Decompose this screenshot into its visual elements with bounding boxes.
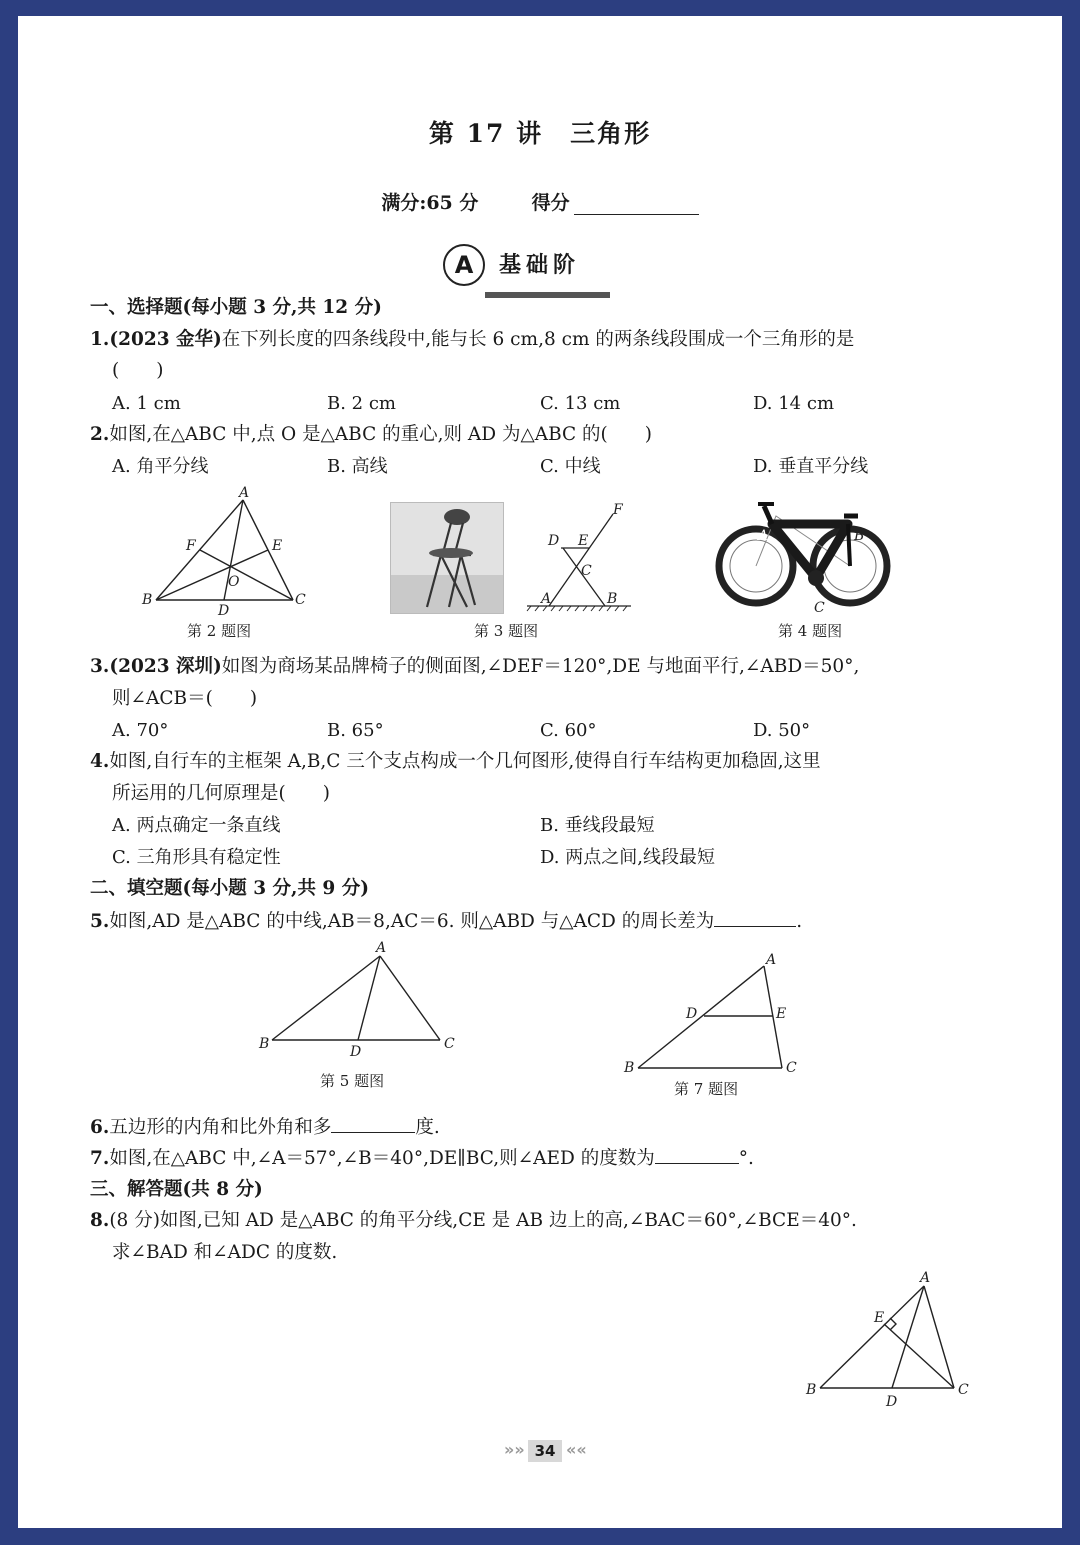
section-a-banner <box>443 244 653 292</box>
score-blank <box>574 196 699 215</box>
q2-option-c[interactable]: C. 中线 <box>540 456 601 477</box>
figure-4-bicycle <box>718 496 888 616</box>
fig4-caption: 第 4 题图 <box>778 622 843 640</box>
q1-number: 1. <box>90 329 110 350</box>
q2-option-a[interactable]: A. 角平分线 <box>112 456 209 477</box>
fig7-caption: 第 7 题图 <box>674 1080 739 1098</box>
q3-option-a[interactable]: A. 70° <box>112 720 169 741</box>
fig2-label-o: O <box>228 574 240 590</box>
chair-illustration <box>391 503 503 613</box>
q6-number: 6. <box>90 1117 110 1138</box>
q4-number: 4. <box>90 751 110 772</box>
q3-text-1: 如图为商场某品牌椅子的侧面图,∠DEF＝120°,DE 与地面平行,∠ABD＝50°, <box>221 656 860 677</box>
fig4-label-c: C <box>814 600 825 616</box>
page <box>18 16 1062 1528</box>
q5-end: . <box>796 911 803 932</box>
fig2-label-a: A <box>239 485 250 501</box>
q2-stem <box>90 422 652 448</box>
q8-text-2: 求∠BAD 和∠ADC 的度数. <box>112 1242 338 1263</box>
fig3-label-a: A <box>541 591 552 607</box>
fig2-label-c: C <box>295 592 306 608</box>
figure-2 <box>138 485 338 619</box>
fig7-label-c: C <box>786 1060 797 1076</box>
q7-number: 7. <box>90 1148 110 1169</box>
q1-paren: ( ) <box>112 360 164 381</box>
q1-option-c[interactable]: C. 13 cm <box>540 393 621 414</box>
q1-option-a[interactable]: A. 1 cm <box>112 393 181 414</box>
q8-number: 8. <box>90 1210 110 1231</box>
q3-stem <box>90 654 859 680</box>
fig5-caption: 第 5 题图 <box>320 1072 385 1090</box>
score-line <box>18 188 1062 215</box>
part2-heading: 二、填空题(每小题 3 分,共 9 分) <box>90 878 369 899</box>
q5-text: 如图,AD 是△ABC 的中线,AB＝8,AC＝6. 则△ABD 与△ACD 的周长差为 <box>109 911 715 932</box>
q3-source: (2023 深圳) <box>109 656 222 677</box>
page-title: 第 17 讲 三角形 <box>428 119 652 148</box>
q5-number: 5. <box>90 911 110 932</box>
q1-source: (2023 金华) <box>109 329 222 350</box>
fig8-label-e: E <box>874 1310 885 1326</box>
q4-stem <box>90 749 821 775</box>
fig8-right-angle-mark <box>890 1318 896 1330</box>
q7-answer-blank[interactable] <box>655 1145 739 1164</box>
q8-text-1: (8 分)如图,已知 AD 是△ABC 的角平分线,CE 是 AB 边上的高,∠BAC＝60°,∠BCE＝40°. <box>109 1210 857 1231</box>
fig4-label-a: A <box>758 528 769 544</box>
fig2-median-be <box>156 550 268 600</box>
fig3-label-f: F <box>613 502 623 518</box>
q7-stem <box>90 1145 754 1172</box>
q6-answer-blank[interactable] <box>331 1114 415 1133</box>
fig3-label-e: E <box>578 533 589 549</box>
q1-stem <box>90 327 854 353</box>
fig5-median-ad <box>358 956 380 1040</box>
fig5-label-c: C <box>444 1036 455 1052</box>
q3-option-c[interactable]: C. 60° <box>540 720 597 741</box>
part3-heading: 三、解答题(共 8 分) <box>90 1179 263 1200</box>
q4-option-c[interactable]: C. 三角形具有稳定性 <box>112 847 281 868</box>
fig2-label-b: B <box>142 592 153 608</box>
fig5-label-d: D <box>350 1044 362 1060</box>
fig3-label-b: B <box>607 591 618 607</box>
fig8-side-ac <box>924 1286 954 1388</box>
fig3-caption: 第 3 题图 <box>474 622 539 640</box>
page-number-badge <box>504 1440 587 1462</box>
fig2-label-d: D <box>218 603 230 619</box>
fig7-label-a: A <box>766 952 777 968</box>
fig5-side-ab <box>272 956 380 1040</box>
figure-7 <box>620 948 820 1078</box>
chevron-right-icon: »» <box>504 1440 525 1459</box>
q4-option-d[interactable]: D. 两点之间,线段最短 <box>540 847 715 868</box>
fig2-label-e: E <box>272 538 283 554</box>
chair-photo <box>390 502 504 614</box>
page-number: 34 <box>528 1440 562 1462</box>
score-label: 得分 <box>531 192 570 214</box>
fig7-label-e: E <box>776 1006 787 1022</box>
fig7-label-b: B <box>624 1060 635 1076</box>
q2-number: 2. <box>90 424 110 445</box>
part1-heading: 一、选择题(每小题 3 分,共 12 分) <box>90 297 382 318</box>
q4-text-1: 如图,自行车的主框架 A,B,C 三个支点构成一个几何图形,使得自行车结构更加稳固,这里 <box>109 751 821 772</box>
q6-text: 五边形的内角和比外角和多 <box>109 1117 332 1138</box>
q7-end: °. <box>738 1148 754 1169</box>
fig3-line-af <box>549 514 613 606</box>
q5-answer-blank[interactable] <box>714 908 796 927</box>
q8-stem <box>90 1208 857 1234</box>
fig5-label-a: A <box>376 940 387 956</box>
q4-option-a[interactable]: A. 两点确定一条直线 <box>112 815 281 836</box>
fig7-side-ab <box>638 966 764 1068</box>
q1-text: 在下列长度的四条线段中,能与长 6 cm,8 cm 的两条线段围成一个三角形的是 <box>221 329 855 350</box>
q6-end: 度. <box>415 1117 440 1138</box>
q1-option-b[interactable]: B. 2 cm <box>327 393 396 414</box>
q1-option-d[interactable]: D. 14 cm <box>753 393 835 414</box>
q3-option-b[interactable]: B. 65° <box>327 720 384 741</box>
fig7-label-d: D <box>686 1006 698 1022</box>
q2-option-b[interactable]: B. 高线 <box>327 456 388 477</box>
fig5-side-ac <box>380 956 440 1040</box>
q3-text-2: 则∠ACB＝( ) <box>112 688 258 709</box>
q4-text-2: 所运用的几何原理是( ) <box>112 783 330 804</box>
fig2-median-cf <box>200 550 293 600</box>
q3-number: 3. <box>90 656 110 677</box>
fig8-label-a: A <box>920 1270 931 1286</box>
fig2-caption: 第 2 题图 <box>187 622 252 640</box>
q7-text: 如图,在△ABC 中,∠A＝57°,∠B＝40°,DE∥BC,则∠AED 的度数为 <box>109 1148 655 1169</box>
fig5-label-b: B <box>259 1036 270 1052</box>
section-a-underline <box>485 292 610 298</box>
fig2-label-f: F <box>186 538 196 554</box>
figure-3 <box>523 500 633 620</box>
q3-option-d[interactable]: D. 50° <box>753 720 811 741</box>
fig3-label-c: C <box>581 563 592 579</box>
q6-stem <box>90 1114 440 1141</box>
figure-8 <box>804 1268 984 1408</box>
figure-5 <box>258 938 468 1068</box>
q4-option-b[interactable]: B. 垂线段最短 <box>540 815 655 836</box>
full-score: 满分:65 分 <box>381 192 479 214</box>
fig4-label-b: B <box>854 528 865 544</box>
section-a-label: 基础阶 <box>499 253 581 278</box>
chevron-left-icon: «« <box>566 1440 587 1459</box>
q2-text: 如图,在△ABC 中,点 O 是△ABC 的重心,则 AD 为△ABC 的( ) <box>109 424 652 445</box>
fig8-label-b: B <box>806 1382 817 1398</box>
fig3-label-d: D <box>548 533 560 549</box>
q2-option-d[interactable]: D. 垂直平分线 <box>753 456 869 477</box>
fig8-label-c: C <box>958 1382 969 1398</box>
section-a-badge: A <box>443 244 485 286</box>
q5-stem <box>90 908 802 935</box>
fig8-label-d: D <box>886 1394 898 1410</box>
